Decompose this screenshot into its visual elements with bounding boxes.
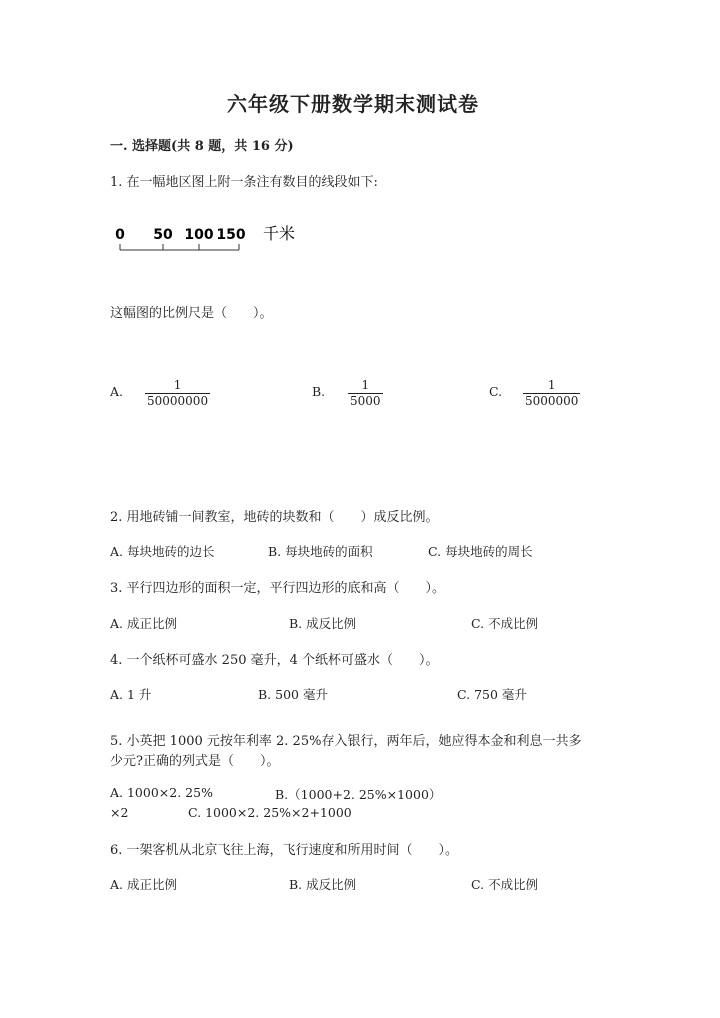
fraction-numerator: 1 (547, 378, 556, 392)
q4-option-a: A. 1 升 (110, 687, 152, 702)
question-3-text: 3. 平行四边形的面积一定，平行四边形的底和高（ ）。 (110, 581, 446, 596)
q5-option-a: A. 1000×2. 25% (110, 785, 213, 800)
q2-option-b: B. 每块地砖的面积 (268, 544, 373, 559)
q2-option-c: C. 每块地砖的周长 (428, 544, 533, 559)
q1-option-b-fraction (348, 378, 383, 409)
page-title: 六年级下册数学期末测试卷 (227, 92, 479, 116)
question-1-prompt: 这幅图的比例尺是（ ）。 (110, 306, 273, 321)
scale-label-100: 100 (184, 227, 214, 243)
question-5-line-1: 5. 小英把 1000 元按年利率 2. 25%存入银行，两年后，她应得本金和利息一共多 (110, 734, 582, 749)
scale-label-0: 0 (115, 227, 125, 243)
question-1-text: 1. 在一幅地区图上附一条注有数目的线段如下: (110, 175, 378, 190)
q1-option-c-fraction (523, 378, 580, 409)
fraction-denominator: 5000 (350, 394, 381, 408)
q1-option-a-label: A. (110, 384, 124, 399)
q6-option-b: B. 成反比例 (289, 877, 357, 892)
question-4-text: 4. 一个纸杯可盛水 250 毫升，4 个纸杯可盛水（ ）。 (110, 653, 439, 668)
q1-option-b-label: B. (312, 384, 326, 399)
question-6-text: 6. 一架客机从北京飞往上海，飞行速度和所用时间（ ）。 (110, 843, 459, 858)
q5-option-b: B.（1000+2. 25%×1000） (275, 787, 442, 802)
scale-label-150: 150 (216, 227, 246, 243)
q5-option-c: C. 1000×2. 25%×2+1000 (188, 805, 352, 820)
q2-option-a: A. 每块地砖的边长 (110, 544, 215, 559)
question-2-text: 2. 用地砖铺一间教室，地砖的块数和（ ）成反比例。 (110, 510, 439, 525)
q3-option-b: B. 成反比例 (289, 616, 357, 631)
q4-option-c: C. 750 毫升 (457, 687, 527, 702)
section-heading: 一. 选择题(共 8 题，共 16 分) (110, 139, 294, 154)
fraction-numerator: 1 (361, 378, 370, 392)
q3-option-c: C. 不成比例 (471, 616, 539, 631)
q6-option-c: C. 不成比例 (471, 877, 539, 892)
fraction-numerator: 1 (173, 378, 182, 392)
q3-option-a: A. 成正比例 (110, 616, 177, 631)
q6-option-a: A. 成正比例 (110, 877, 177, 892)
fraction-denominator: 50000000 (147, 394, 209, 408)
fraction-denominator: 5000000 (525, 394, 579, 408)
question-5-line-2: 少元?正确的列式是（ ）。 (110, 754, 280, 769)
q5-option-b-continued: ×2 (110, 805, 129, 820)
q1-option-c-label: C. (489, 384, 503, 399)
scale-bar-figure (110, 222, 310, 258)
scale-label-50: 50 (153, 227, 173, 243)
q1-option-a-fraction (145, 378, 210, 409)
q4-option-b: B. 500 毫升 (258, 687, 328, 702)
scale-unit: 千米 (263, 224, 296, 243)
